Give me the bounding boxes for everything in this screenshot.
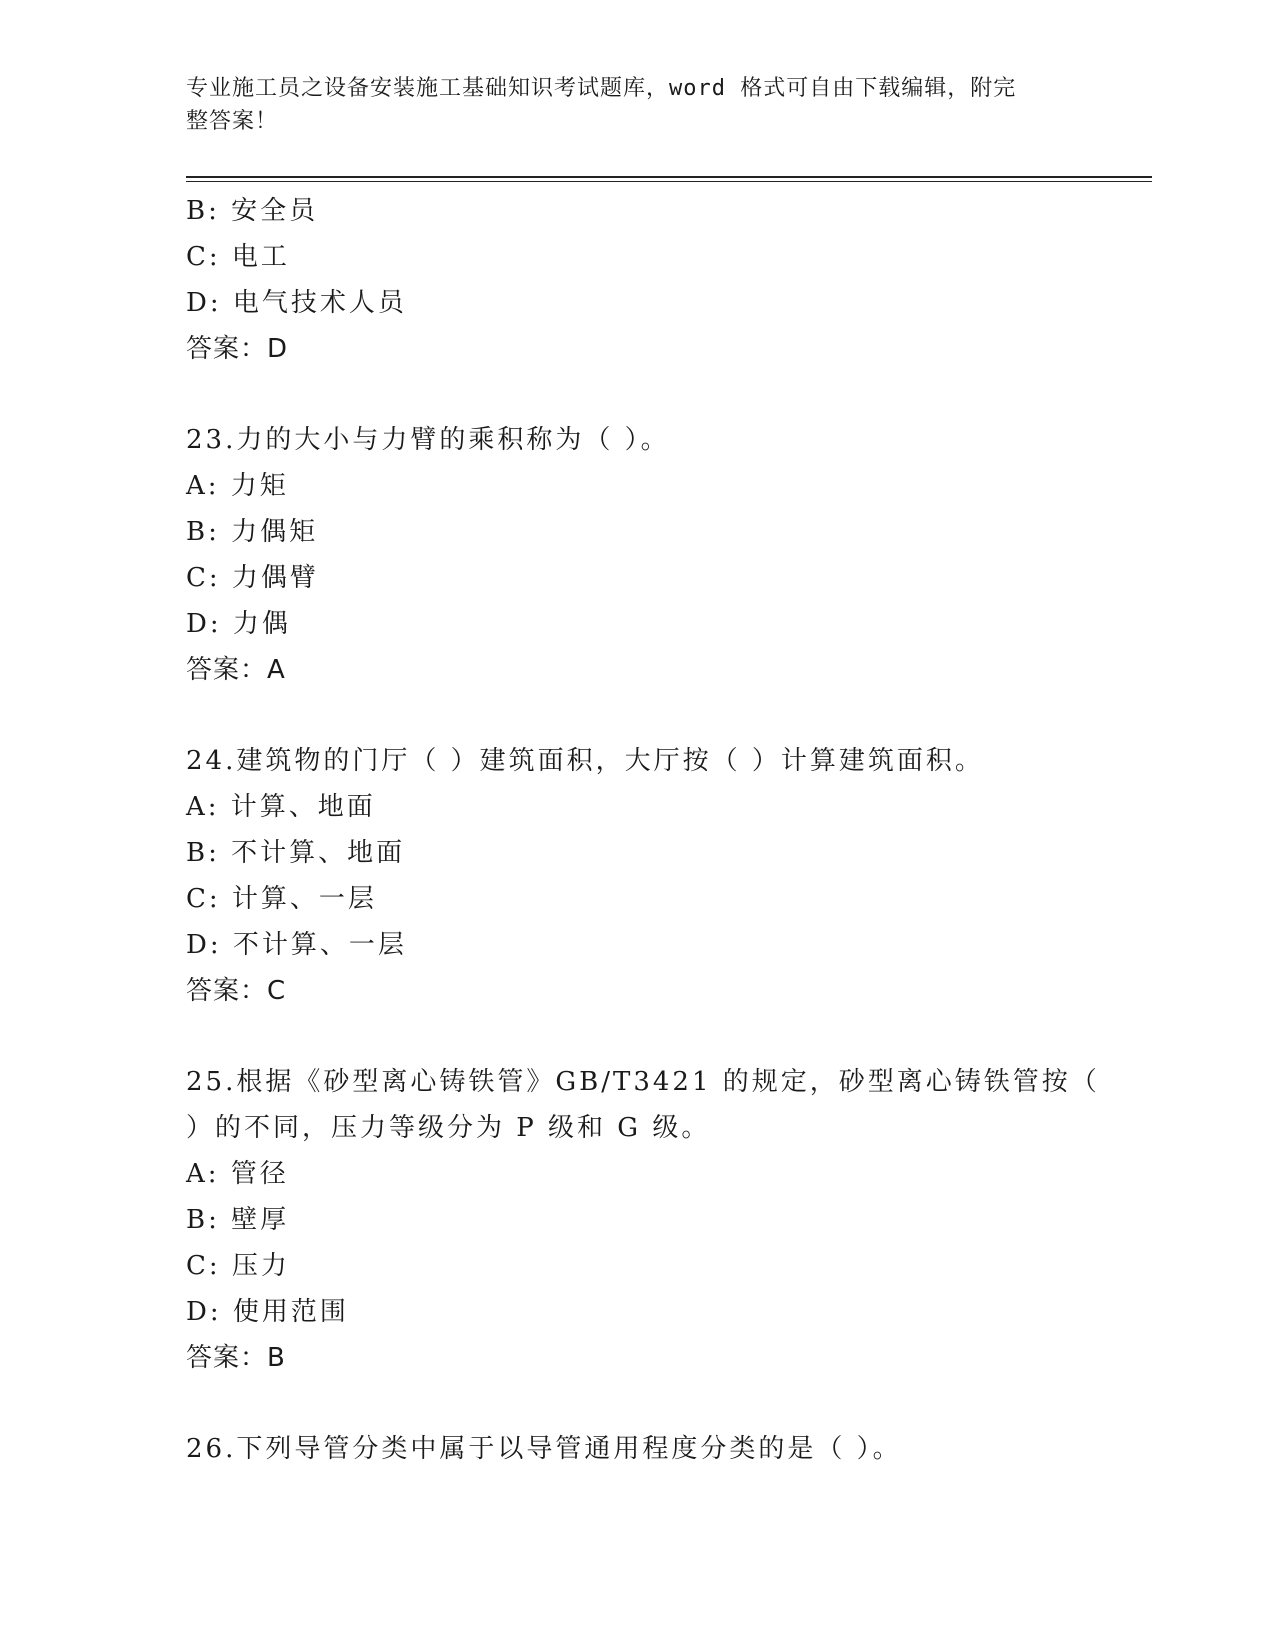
option-c: C: 电工 bbox=[186, 242, 290, 272]
header-title-line-2: 整答案！ bbox=[186, 109, 279, 134]
option-b: B: 力偶矩 bbox=[186, 517, 319, 547]
option-a: A: 管径 bbox=[186, 1159, 289, 1189]
option-d: D: 不计算、一层 bbox=[186, 930, 407, 960]
question-text: 23.力的大小与力臂的乘积称为（ ）。 bbox=[186, 425, 670, 455]
option-c: C: 计算、一层 bbox=[186, 884, 377, 914]
header-title-line-1: 专业施工员之设备安装施工基础知识考试题库，word 格式可自由下载编辑，附完 bbox=[186, 76, 1017, 101]
question-22 bbox=[186, 188, 1086, 372]
option-b: B: 壁厚 bbox=[186, 1205, 290, 1235]
answer: 答案：B bbox=[186, 1343, 286, 1373]
answer: 答案：A bbox=[186, 655, 286, 685]
option-b: B: 不计算、地面 bbox=[186, 838, 406, 868]
header-divider bbox=[186, 176, 1152, 178]
question-text: 24.建筑物的门厅（ ）建筑面积，大厅按（ ）计算建筑面积。 bbox=[186, 746, 984, 776]
question-list bbox=[186, 188, 1100, 1472]
question-23 bbox=[186, 417, 1086, 693]
option-c: C: 压力 bbox=[186, 1251, 290, 1281]
question-text-line-2: ）的不同，压力等级分为 P 级和 G 级。 bbox=[186, 1113, 711, 1143]
question-text: 26.下列导管分类中属于以导管通用程度分类的是（ ）。 bbox=[186, 1434, 902, 1464]
question-text-line-1: 25.根据《砂型离心铸铁管》GB/T3421 的规定，砂型离心铸铁管按（ bbox=[186, 1067, 1100, 1097]
option-c: C: 力偶臂 bbox=[186, 563, 319, 593]
header-divider-thin bbox=[186, 181, 1152, 182]
option-b: B: 安全员 bbox=[186, 196, 319, 226]
option-d: D: 电气技术人员 bbox=[186, 288, 407, 318]
answer: 答案：D bbox=[186, 334, 289, 364]
option-d: D: 力偶 bbox=[186, 609, 291, 639]
option-a: A: 力矩 bbox=[186, 471, 289, 501]
answer: 答案：C bbox=[186, 976, 287, 1006]
question-25 bbox=[186, 1059, 1100, 1381]
question-26 bbox=[186, 1426, 1086, 1472]
option-a: A: 计算、地面 bbox=[186, 792, 376, 822]
option-d: D: 使用范围 bbox=[186, 1297, 349, 1327]
question-24 bbox=[186, 738, 1086, 1014]
document-header bbox=[186, 72, 1066, 138]
